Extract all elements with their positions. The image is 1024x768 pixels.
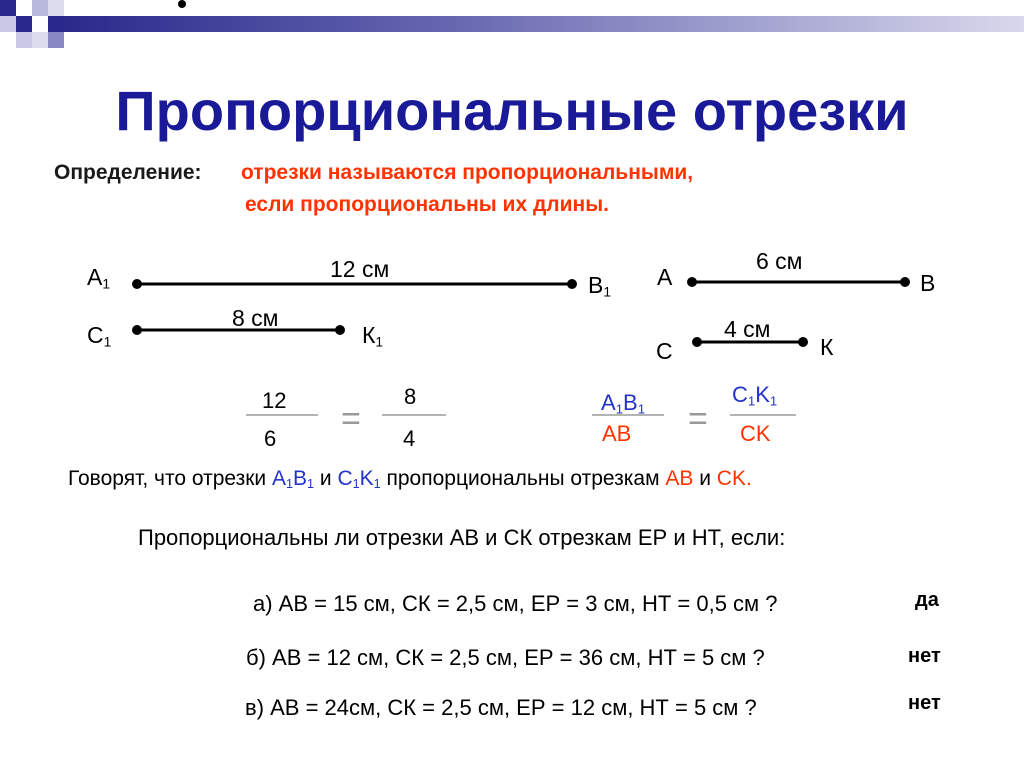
answer-a: да [915,589,939,611]
answer-b: нет [908,645,941,667]
definition-text-line1: отрезки называются пропорциональными, [241,161,694,184]
point-a1 [132,279,142,289]
label-c1: $C_1$ [87,322,112,350]
answer-c: нет [908,692,941,714]
label-c: С [656,338,673,364]
label-k1: $К_1$ [362,322,384,350]
label-b1: $B_1$ [588,272,612,300]
label-b: В [920,270,936,296]
length-c1k1: 8 см [232,305,279,331]
length-ab: 6 см [756,248,803,274]
fraction-denominator: 6 [264,426,277,451]
point-k1 [335,325,345,335]
label-a1: $A_1$ [87,264,111,292]
definition-label: Определение: [54,161,202,184]
option-b: б) АВ = 12 см, СК = 2,5 см, ЕР = 36 см, НТ = 5 см ? [246,645,765,670]
fraction-numerator: 12 [262,388,287,413]
length-ck: 4 см [724,316,771,342]
statement-text: Говорят, что отрезки $A_1B_1$ и $C_1K_1$ пропорциональны отрезкам AB и CK. [68,467,752,492]
option-c: в) АВ = 24см, СК = 2,5 см, ЕР = 12 см, НТ = 5 см ? [245,695,757,720]
point-a [687,277,697,287]
point-b1 [567,279,577,289]
point-b [900,277,910,287]
length-a1b1: 12 см [330,256,390,282]
fraction-numerator-a1b1: $A_1B_1$ [601,390,646,417]
equals-sign: = [341,400,361,438]
point-k [798,337,808,347]
option-a: а) АВ = 15 см, СК = 2,5 см, ЕР = 3 см, НТ = 0,5 см ? [253,591,778,616]
fraction-numerator-c1k1: $C_1K_1$ [732,382,778,409]
fraction-denominator-ab: AB [602,421,632,446]
point-c1 [132,325,142,335]
label-a: А [657,264,673,290]
fraction-denominator: 4 [403,426,416,451]
point-c [692,337,702,347]
definition-text-line2: если пропорциональны их длины. [245,193,610,216]
question-text: Пропорциональны ли отрезки АВ и СК отрезкам ЕР и НТ, если: [138,525,786,550]
fraction-numerator: 8 [404,384,417,409]
equals-sign: = [688,400,708,438]
page-title: Пропорциональные отрезки [115,79,909,142]
fraction-denominator-ck: CK [740,421,771,446]
label-k: К [820,334,834,360]
